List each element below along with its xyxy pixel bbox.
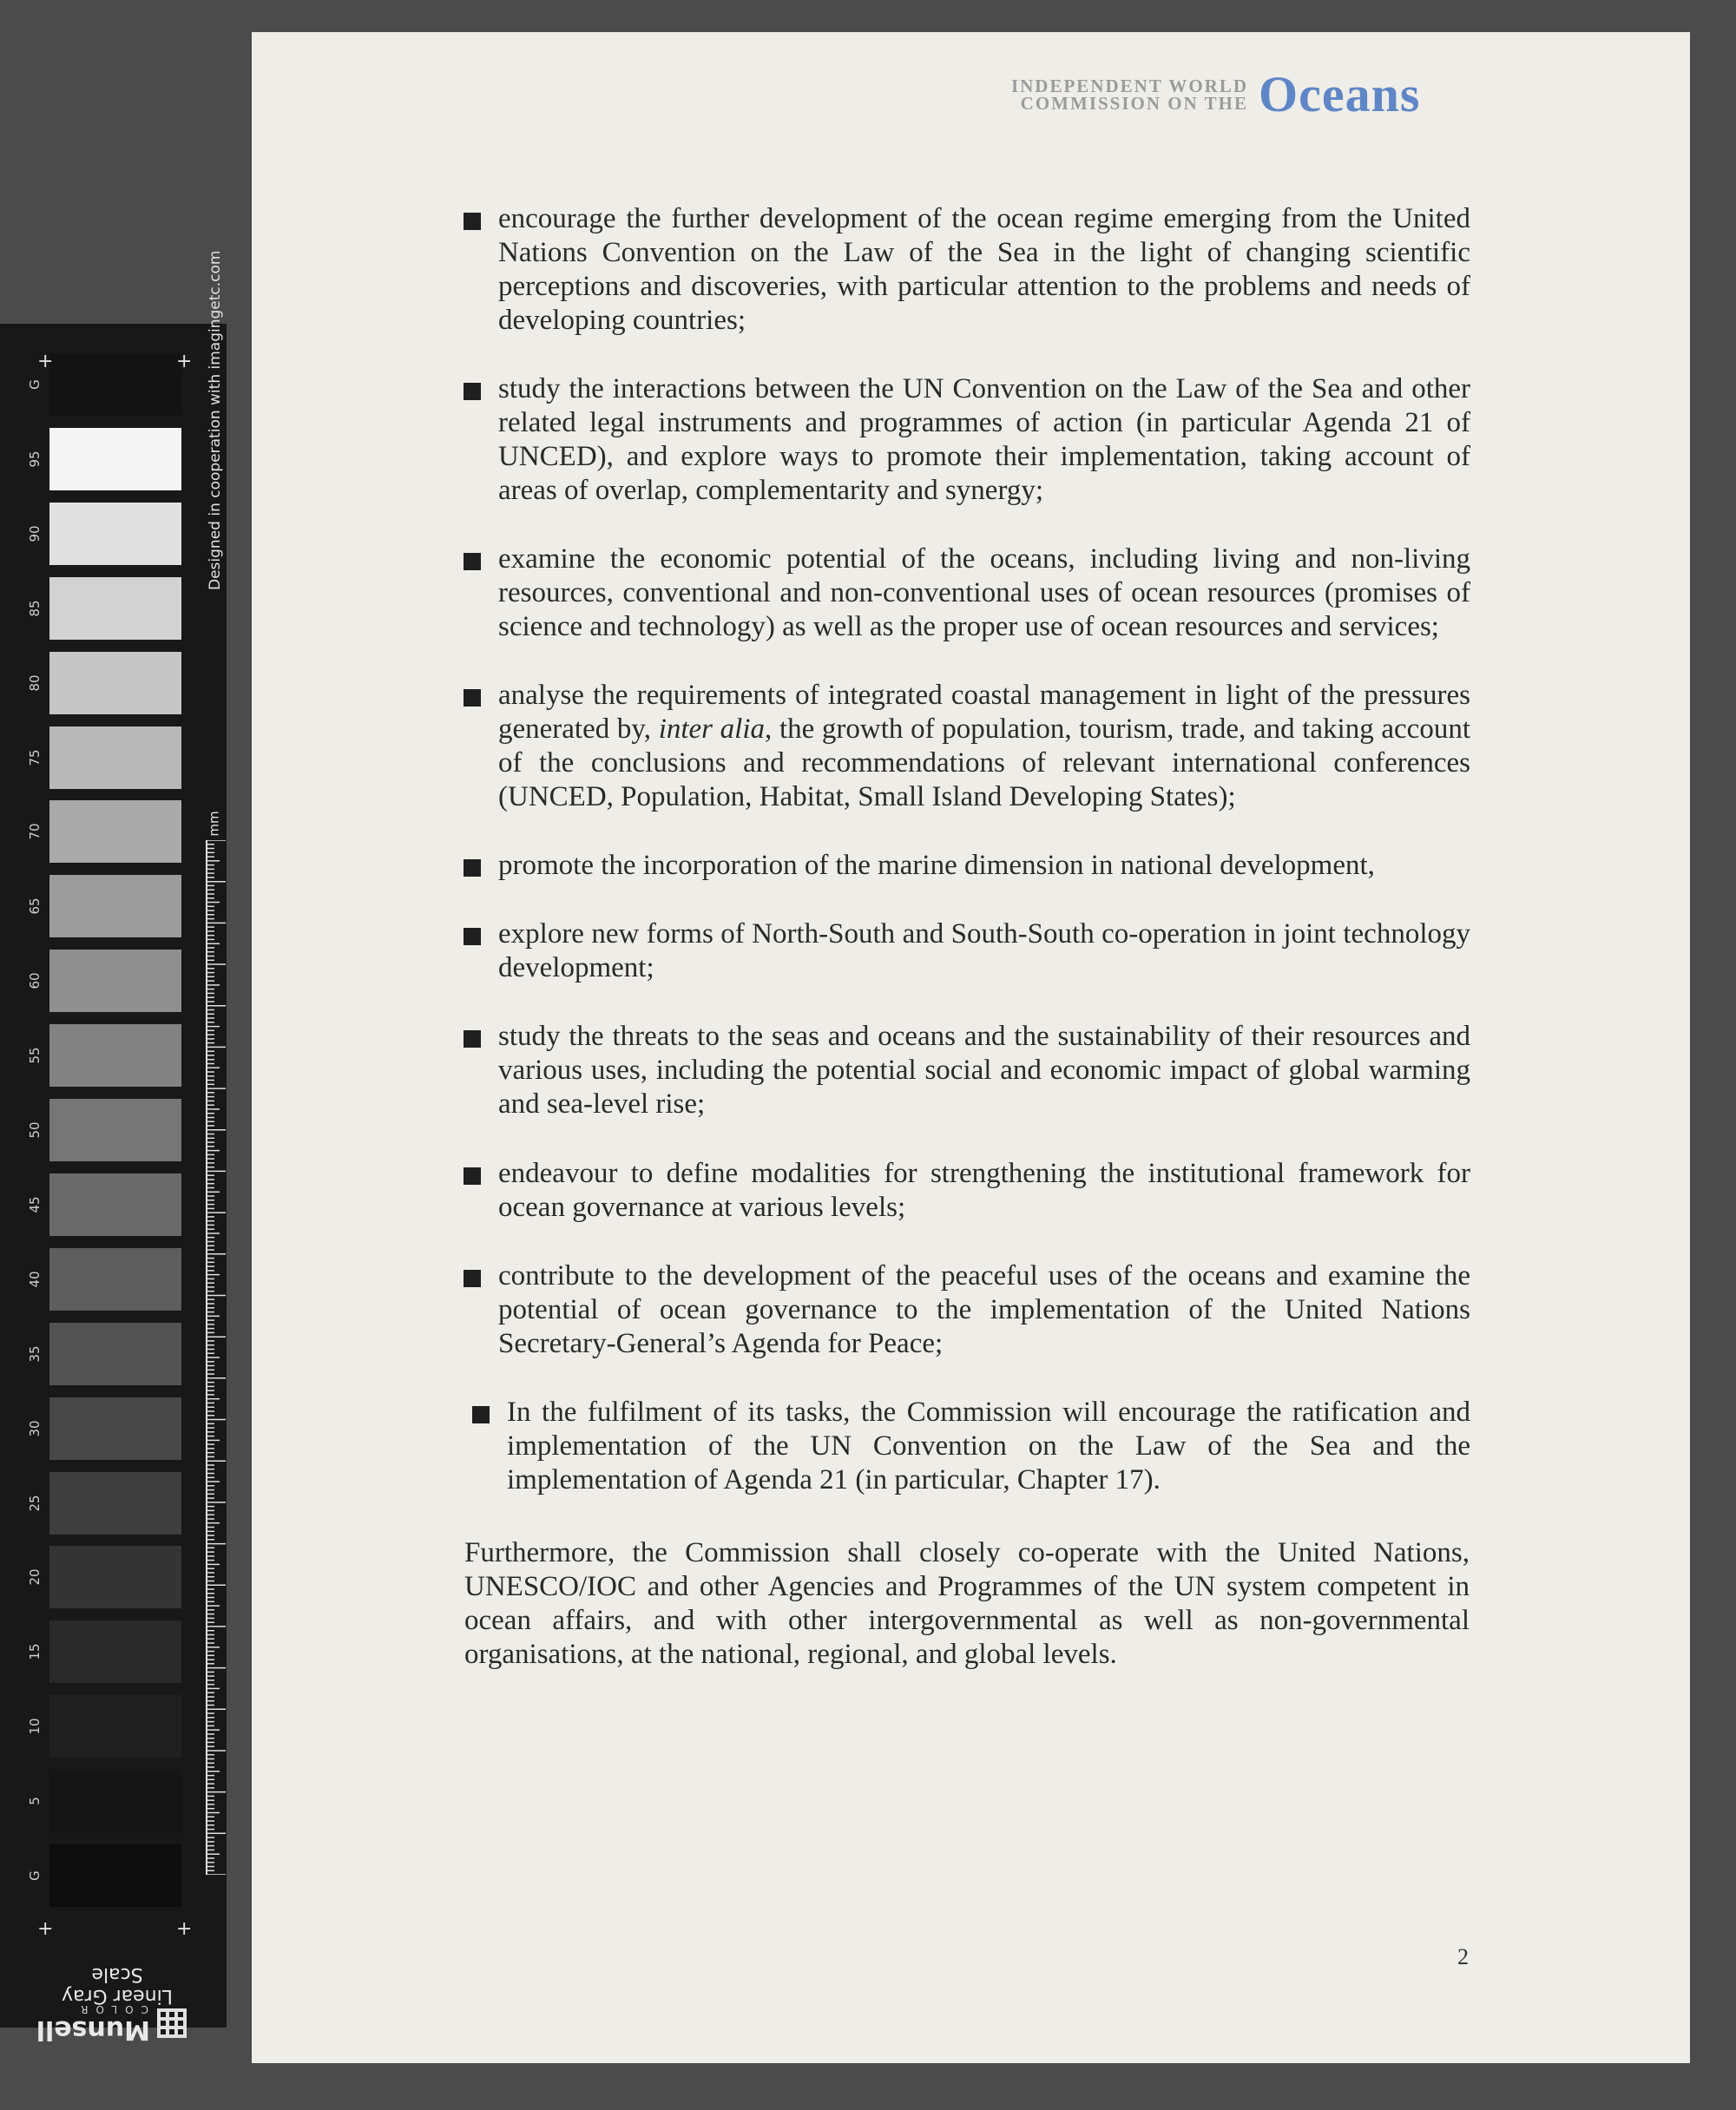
gray-patch [49, 800, 181, 863]
bullet-square-icon [464, 553, 481, 570]
bullet-text: study the interactions between the UN Convention on the Law of the Sea and other related legal instruments and programmes of action (in particular Agenda 21 of UNCED), and explore ways to promote their implementation, taking account of areas of overlap, complementarity and synergy; [498, 373, 1470, 506]
scale-label: G [27, 379, 43, 390]
gray-patch [49, 1397, 181, 1460]
bullet-text: In the fulfilment of its tasks, the Commission will encourage the ratification and implementation of the UN Convention on the Law of the Sea and the implementation of Agenda 21 (in particular, Chapter 17). [507, 1397, 1470, 1495]
scale-label: 70 [27, 823, 43, 840]
gray-patch [49, 428, 181, 490]
scale-label: 30 [27, 1420, 43, 1437]
commission-header [962, 53, 1448, 122]
header-line-1: INDEPENDENT WORLD [1010, 76, 1248, 96]
munsell-sub: COLOR [73, 2003, 148, 2015]
gray-patch [49, 1248, 181, 1311]
scale-label: 75 [27, 748, 43, 766]
bullet-square-icon [464, 859, 481, 877]
gray-patch [49, 1024, 181, 1087]
scale-label: 35 [27, 1345, 43, 1363]
scale-label: 55 [27, 1047, 43, 1064]
gray-patch [49, 1173, 181, 1236]
gray-patch [49, 503, 181, 565]
closing-paragraph: Furthermore, the Commission shall closely co-operate with the United Nations, UNESCO/IOC and other Agencies and Programmes of the UN system competent in ocean affairs, and with other intergovernmental as well as non-governmental organisations, at the national, regional, and global levels. [464, 1537, 1470, 1670]
scale-label: 85 [27, 600, 43, 617]
bullet-square-icon [464, 1167, 481, 1185]
gray-patch [49, 1695, 181, 1758]
bullet-square-icon [464, 928, 481, 945]
scale-label: G [27, 1870, 43, 1881]
plus-mark: + [176, 351, 193, 372]
gray-patch [49, 1620, 181, 1683]
gray-scale-card [0, 324, 227, 2028]
gray-patch [49, 1844, 181, 1907]
plus-mark: + [37, 1918, 54, 1940]
bullet-square-icon [464, 689, 481, 707]
scale-label: 20 [27, 1568, 43, 1586]
gray-patch [49, 1099, 181, 1161]
munsell-logo [36, 1996, 187, 2045]
gray-patch [49, 1546, 181, 1608]
scale-label: 90 [27, 525, 43, 542]
gray-patch [49, 353, 181, 416]
scale-label: 45 [27, 1196, 43, 1213]
bullet-text: explore new forms of North-South and South-South co-operation in joint technology development; [498, 918, 1470, 983]
linear-gray-scale-title: Linear Gray Scale [62, 1963, 173, 2007]
gray-patch [49, 652, 181, 714]
plus-mark: + [37, 351, 54, 372]
scale-label: 15 [27, 1643, 43, 1660]
munsell-wordmark: Munsell [36, 2015, 150, 2045]
mm-ruler [205, 840, 227, 1875]
gray-patch [49, 1323, 181, 1385]
gray-patch [49, 1770, 181, 1832]
bullet-square-icon [472, 1406, 490, 1423]
scale-label: 50 [27, 1121, 43, 1139]
bullet-text: study the threats to the seas and oceans and the sustainability of their resources and various uses, including the potential social and economic impact of global warming and sea-level rise; [498, 1021, 1470, 1120]
bullet-text: examine the economic potential of the oceans, including living and non-living resources, conventional and non-conventional uses of ocean resources (promises of science and technology) as well as the proper use of ocean resources and services; [498, 543, 1470, 642]
gray-patch [49, 726, 181, 789]
document-page [252, 32, 1690, 2063]
scale-label: 60 [27, 972, 43, 989]
gray-patch [49, 950, 181, 1012]
italic-phrase: inter alia [658, 713, 766, 745]
bullet-square-icon [464, 383, 481, 400]
plus-mark: + [176, 1918, 193, 1940]
header-oceans-title: Oceans [1259, 66, 1421, 122]
page-number: 2 [1457, 1944, 1469, 1969]
scale-label: 65 [27, 897, 43, 915]
bullet-text: promote the incorporation of the marine dimension in national development, [498, 850, 1375, 881]
gray-patch [49, 875, 181, 937]
scale-label: 25 [27, 1494, 43, 1512]
bullet-text: endeavour to define modalities for strengthening the institutional framework for ocean governance at various levels; [498, 1158, 1470, 1223]
header-line-2: COMMISSION ON THE [1020, 93, 1248, 114]
bullet-text: contribute to the development of the peaceful uses of the oceans and examine the potential of ocean governance to the implementation of the United Nations Secretary-General’s Agenda for Peace; [498, 1260, 1470, 1359]
bullet-square-icon [464, 1270, 481, 1287]
munsell-grid-icon [157, 2008, 187, 2038]
scale-label: 95 [27, 450, 43, 468]
scale-label: 80 [27, 674, 43, 692]
unit-label: mm [206, 811, 222, 837]
scale-label: 10 [27, 1718, 43, 1735]
scale-label: 40 [27, 1271, 43, 1288]
gray-patch [49, 577, 181, 640]
bullet-square-icon [464, 213, 481, 230]
gray-patch [49, 1472, 181, 1535]
bullet-text: encourage the further development of the ocean regime emerging from the United Nations Convention on the Law of the Sea in the light of changing scientific perceptions and discoveries, with particular attention to the problems and needs of developing countries; [498, 203, 1470, 336]
scale-label: 5 [27, 1797, 43, 1805]
designed-by-label: Designed in cooperation with imagingetc.com [207, 250, 224, 590]
bullet-text: analyse the requirements of integrated coastal management in light of the pressures generated by, inter alia, the growth of population, tourism, trade, and taking account of the conclusions and recommendations of relevant international conferences (UNCED, Population, Habitat, Small Island Developing States); [498, 680, 1470, 812]
bullet-square-icon [464, 1030, 481, 1048]
